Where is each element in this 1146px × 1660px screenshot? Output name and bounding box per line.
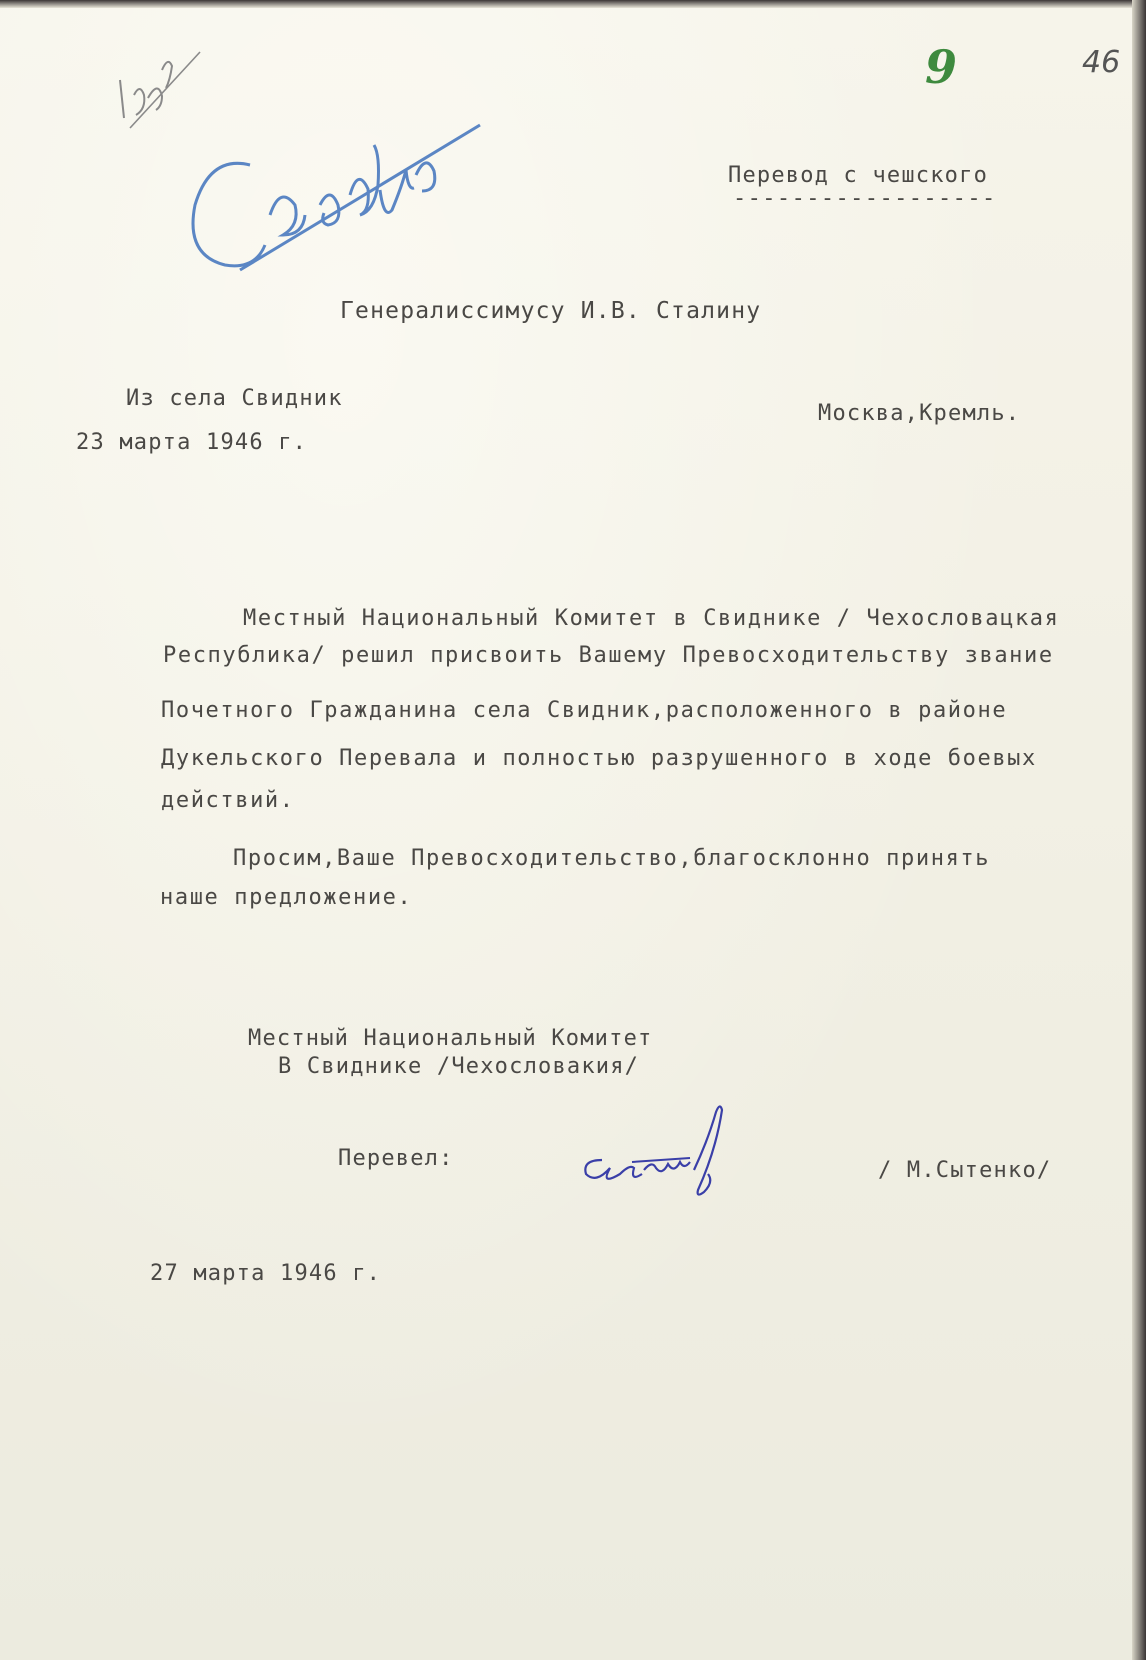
body-line-4: Дукельского Перевала и полностью разрушенного в ходе боевых (161, 746, 1037, 771)
translator-label: Перевел: (338, 1146, 454, 1171)
addressee: Генералиссимусу И.В. Сталину (340, 298, 762, 324)
committee-line-1: Местный Национальный Комитет (248, 1026, 653, 1051)
destination: Москва,Кремль. (818, 401, 1021, 426)
scan-edge-top (0, 0, 1146, 8)
translator-name: / М.Сытенко/ (878, 1158, 1052, 1183)
body-line-5: действий. (161, 788, 295, 813)
translation-note: Перевод с чешского (728, 163, 989, 188)
body-line-3: Почетного Гражданина села Свидник,расположенного в районе (161, 698, 1008, 723)
translation-underline: ------------------ (733, 186, 997, 211)
committee-line-2: В Свиднике /Чехословакия/ (278, 1054, 640, 1079)
body-line-2: Республика/ решил присвоить Вашему Превосходительству звание (163, 643, 1054, 668)
page-number-green: 9 (925, 40, 958, 94)
translation-date: 27 марта 1946 г. (150, 1261, 382, 1286)
sender-from: Из села Свидник (126, 386, 343, 411)
page-number-pencil: 46 (1082, 45, 1121, 80)
closing-line-2: наше предложение. (160, 885, 413, 910)
sender-date: 23 марта 1946 г. (76, 430, 308, 455)
closing-line-1: Просим,Ваше Превосходительство,благосклонно принять (233, 846, 991, 871)
body-line-1: Местный Национальный Комитет в Свиднике / Чехословацкая (243, 606, 1060, 631)
scan-edge-right (1132, 0, 1146, 1660)
blue-pencil-stamp (180, 95, 500, 285)
translator-signature (572, 1100, 772, 1210)
